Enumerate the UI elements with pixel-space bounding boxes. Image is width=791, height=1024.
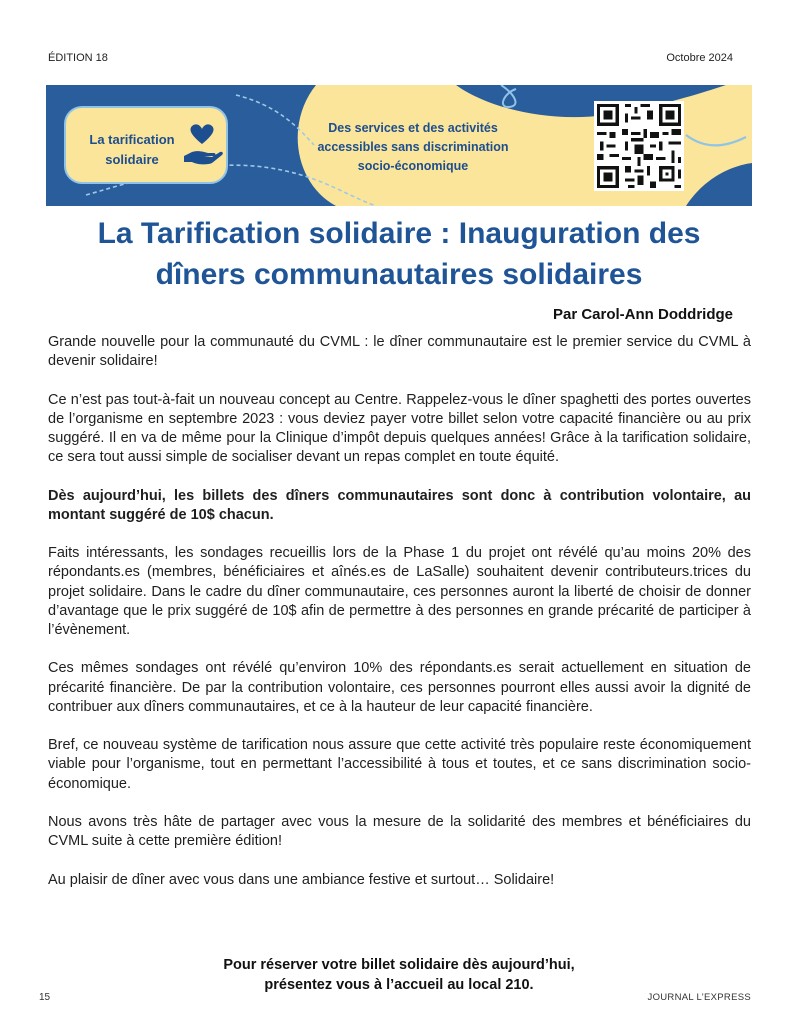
- paragraph-4: Faits intéressants, les sondages recueillis lors de la Phase 1 du projet ont révélé qu’au moins 20% des répondants.es (membres, bénéficiaires et aînés.es de LaSalle) souhaitent devenir contributeurs.trices du projet solidaire. Dans le cadre du dîner communautaire, ces personnes auront la liberté de choisir de donner d’avantage que le prix suggéré de 10$ afin de permettre à des personnes en grande précarité de participer à l’évènement.: [48, 545, 751, 638]
- cta-line-2: présentez vous à l’accueil au local 210.: [264, 976, 534, 993]
- article-title: [46, 213, 752, 295]
- header-banner: [46, 85, 752, 206]
- issue-date: Octobre 2024: [666, 52, 733, 64]
- tagline-line-1: Des services et des activités: [328, 121, 498, 135]
- cta-line-1: Pour réserver votre billet solidaire dès aujourd’hui,: [223, 957, 575, 973]
- qr-code[interactable]: [594, 101, 684, 191]
- page-number: 15: [39, 992, 51, 1003]
- banner-tagline: [294, 119, 532, 176]
- title-line-2: dîners communautaires solidaires: [155, 258, 643, 291]
- article-author: Par Carol-Ann Doddridge: [552, 306, 733, 323]
- paragraph-5: Ces mêmes sondages ont révélé qu’environ 10% des répondants.es serait actuellement en situation de précarité financière. De par la contribution volontaire, ces personnes pourront elles aussi avoir la dignité de contribuer aux dîners communautaires, et ce à la hauteur de leur capacité financière.: [48, 660, 751, 715]
- article-body: [48, 333, 751, 909]
- edition-label: ÉDITION 18: [48, 52, 108, 64]
- title-line-1: La Tarification solidaire : Inauguration des: [97, 217, 701, 250]
- tagline-line-2: accessibles sans discrimination: [317, 140, 509, 154]
- paragraph-8: Au plaisir de dîner avec vous dans une ambiance festive et surtout… Solidaire!: [48, 871, 555, 888]
- label-line-2: solidaire: [105, 152, 159, 167]
- paragraph-7: Nous avons très hâte de partager avec vous la mesure de la solidarité des membres et bénéficiaires du CVML suite à cette première édition!: [48, 813, 751, 850]
- tarification-label: [82, 130, 182, 170]
- journal-name: JOURNAL L’EXPRESS: [647, 992, 751, 1003]
- tarification-label-box: [64, 106, 228, 184]
- paragraph-1: Grande nouvelle pour la communauté du CVML : le dîner communautaire est le premier service du CVML à devenir solidaire!: [48, 334, 751, 370]
- heart-hand-icon: [182, 122, 224, 168]
- paragraph-2: Ce n’est pas tout-à-fait un nouveau concept au Centre. Rappelez-vous le dîner spaghetti des portes ouvertes de l’organisme en septembre 2023 : vous deviez payer votre billet selon votre capacité financière ou au prix suggéré. Il en va de même pour la Clinique d’impôt depuis quelques années! Grâce à la tarification solidaire, ce sera tout aussi simple de socialiser devant un repas complet en toute équité.: [48, 391, 751, 466]
- label-line-1: La tarification: [89, 132, 175, 147]
- reservation-call-to-action: [46, 956, 752, 995]
- paragraph-6: Bref, ce nouveau système de tarification nous assure que cette activité très populaire reste économiquement viable pour l’organisme, tout en permettant l’accessibilité à tous et toutes, et ce sans discrimination socio-économique.: [48, 737, 751, 792]
- paragraph-3-highlight: Dès aujourd’hui, les billets des dîners communautaires sont donc à contribution volontaire, au montant suggéré de 10$ chacun.: [48, 487, 751, 523]
- tagline-line-3: socio-économique: [357, 159, 469, 173]
